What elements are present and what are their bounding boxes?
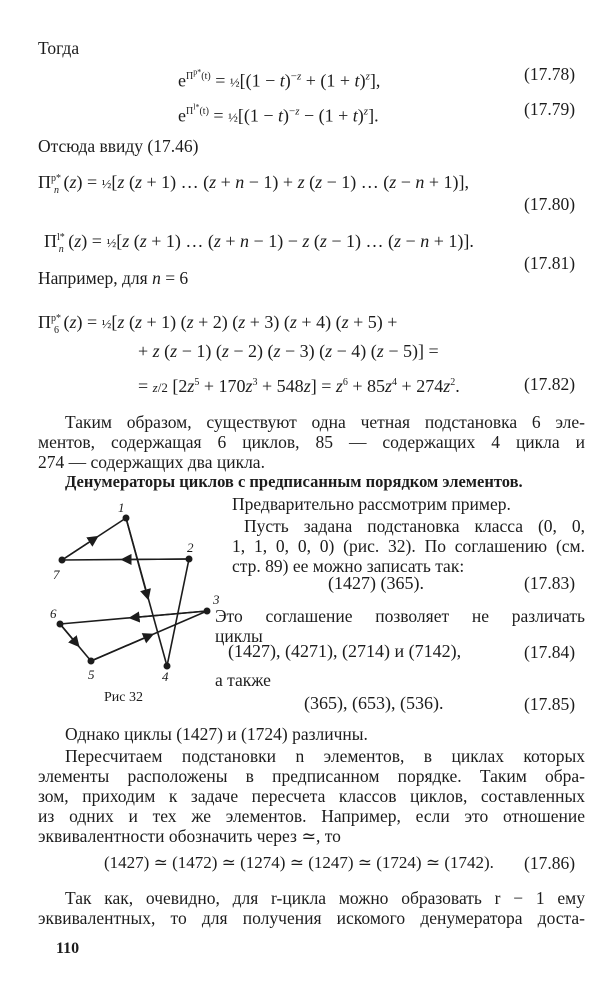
para-5-line1: Пересчитаем подстановки n элементов, в циклах которых: [65, 746, 585, 766]
eqnum-17-85: (17.85): [524, 694, 576, 714]
text-naprimer: Например, для n = 6: [38, 268, 189, 288]
node-label-1: 1: [118, 500, 125, 515]
node-3: [204, 608, 211, 615]
cycle-edges: [60, 518, 207, 666]
para-2-line1: Предварительно рассмотрим пример.: [232, 494, 511, 514]
figure-caption: Рис 32: [104, 690, 143, 705]
edge-5-3-arrow: [91, 636, 149, 661]
equation-17-86: (1427) ≃ (1472) ≃ (1274) ≃ (1247) ≃ (1724) ≃ (1742).: [104, 853, 494, 872]
equation-17-82-line1: $\Pi^{p*}_6$ (z) = ½[z (z + 1) (z + 2) (z + 3) (z + 4) (z + 5) +: [38, 312, 398, 336]
equation-17-81: $\Pi^{l*}_n$ (z) = ½[z (z + 1) … (z + n − 1) − z (z − 1) … (z − n + 1)].: [44, 231, 474, 255]
eqnum-17-83: (17.83): [524, 573, 576, 593]
eqnum-17-86: (17.86): [524, 853, 576, 873]
equation-17-79: $e^{\Pi^{l*}(t)}$ = ½[(1 − $t)^{-z} - (1 + t)^z$].: [178, 103, 379, 126]
para-3-line1: Это соглашение позволяет не различать: [215, 606, 585, 626]
node-6: [57, 621, 64, 628]
edge-2-7-arrow: [126, 559, 189, 560]
section-heading: Денумераторы циклов с предписанным порядком элементов.: [65, 472, 523, 491]
page-number: 110: [56, 940, 80, 957]
equation-17-85: (365), (653), (536).: [304, 693, 444, 713]
eqnum-17-81: (17.81): [524, 253, 576, 273]
para-5-line2: элементы расположены в предписанном порядке. Таким обра-: [38, 766, 585, 786]
edge-7-1-arrow: [62, 539, 94, 560]
edge-1-4-arrow: [126, 518, 147, 595]
para-2-line3: 1, 1, 0, 0, 0) (рис. 32). По соглашению (см.: [232, 536, 585, 556]
para-1-line3: 274 — содержащих два цикла.: [38, 452, 265, 472]
para-6-line2: эквивалентных, то для получения искомого денумератора доста-: [38, 908, 585, 928]
para-2-line4: стр. 89) ее можно записать так:: [232, 556, 465, 576]
eqnum-17-79: (17.79): [524, 99, 576, 119]
text-togda: Тогда: [38, 38, 80, 58]
para-2-line2: Пусть задана подстановка класса (0, 0,: [244, 516, 585, 536]
para-3-line2: циклы: [215, 626, 263, 646]
para-1-line2: ментов, содержащая 6 циклов, 85 — содержащих 4 цикла и: [38, 432, 585, 452]
node-label-6: 6: [50, 606, 57, 621]
eqnum-17-82: (17.82): [524, 374, 576, 394]
para-5-line5: эквивалентности обозначить через ≃, то: [38, 826, 341, 846]
para-6-line1: Так как, очевидно, для r-цикла можно образовать r − 1 ему: [65, 888, 585, 908]
eqnum-17-78: (17.78): [524, 64, 576, 84]
node-7: [59, 557, 66, 564]
para-4-line1: Однако циклы (1427) и (1724) различны.: [65, 724, 368, 744]
node-2: [186, 556, 193, 563]
figure-32-cycle-diagram: [46, 500, 226, 685]
equation-17-84: (1427), (4271), (2714) и (7142),: [228, 641, 462, 661]
node-5: [88, 658, 95, 665]
para-1-line1: Таким образом, существуют одна четная подстановка 6 эле-: [65, 412, 585, 432]
node-label-2: 2: [187, 540, 194, 555]
edge-6-5-arrow: [60, 624, 76, 643]
equation-17-78: $e^{\Pi^{p*}(t)}$ = ½[(1 − $t)^{-z} + (1 + t)^z$],: [178, 68, 381, 91]
equation-17-83: (1427) (365).: [328, 573, 424, 593]
text-otsyuda: Отсюда ввиду (17.46): [38, 136, 199, 156]
para-5-line4: из одних и тех же элементов. Например, если это отношение: [38, 806, 585, 826]
node-label-7: 7: [53, 567, 60, 582]
para-5-line3: зом, приходим к задаче пересчета классов циклов, составленных: [38, 786, 585, 806]
equation-17-80: $\Pi^{p*}_n$ (z) = ½[z (z + 1) … (z + n − 1) + z (z − 1) … (z − n + 1)],: [38, 172, 470, 196]
eqnum-17-80: (17.80): [524, 194, 576, 214]
node-label-5: 5: [88, 667, 95, 682]
equation-17-82-line3: = z/2 $[2z^5 + 170z^3 + 548z] = z^6 + 85z^4 + 274z^2$.: [138, 376, 460, 396]
equation-17-82-line2: + z (z − 1) (z − 2) (z − 3) (z − 4) (z − 5)] =: [138, 341, 439, 361]
eqnum-17-84: (17.84): [524, 642, 576, 662]
para-3-line3: а также: [215, 670, 271, 690]
node-label-4: 4: [162, 669, 169, 684]
node-1: [123, 515, 130, 522]
node-label-3: 3: [213, 592, 220, 607]
